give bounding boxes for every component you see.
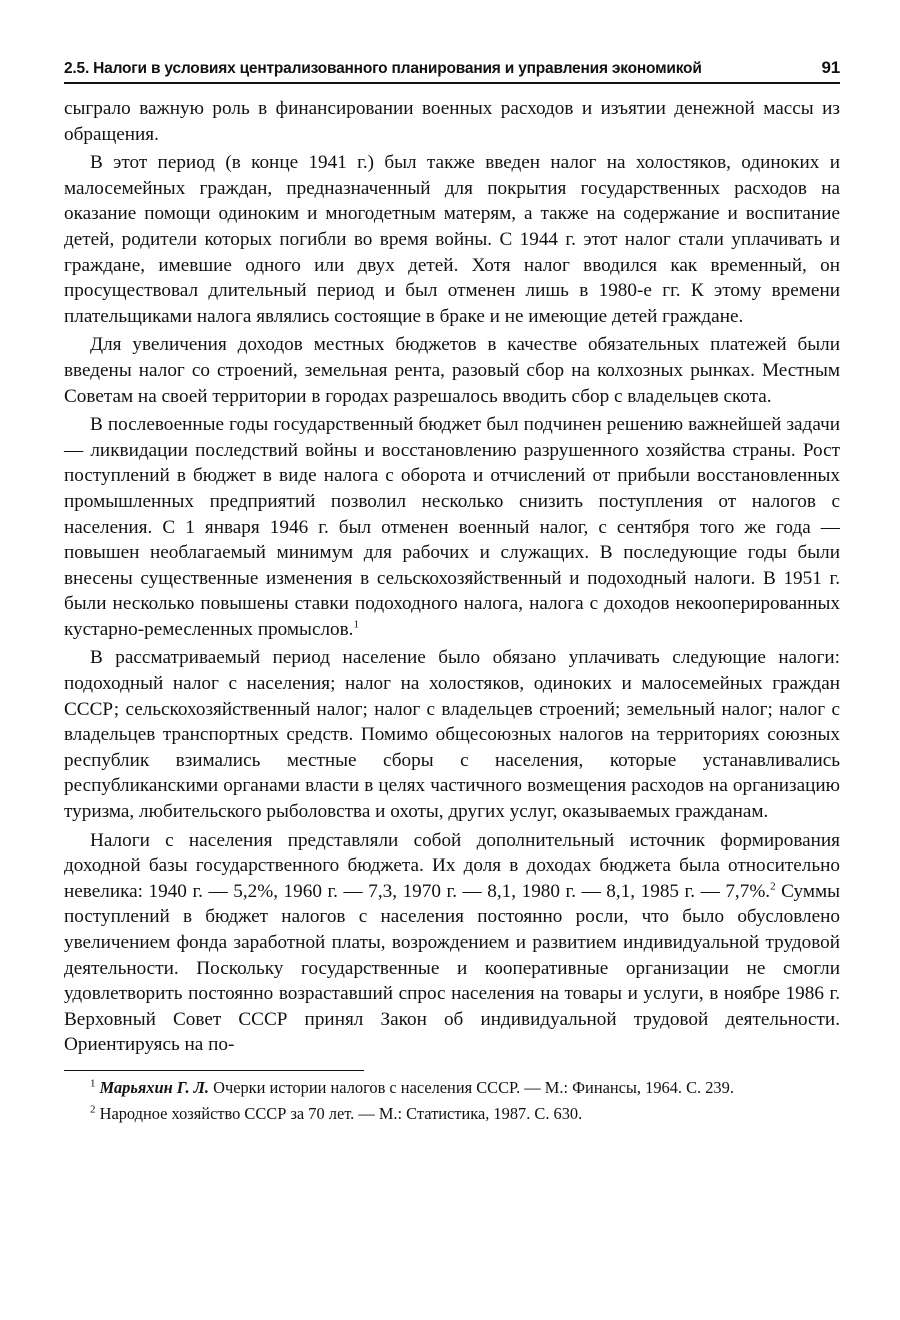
footnote-text: Очерки истории налогов с населения СССР. — М.: Финансы, 1964. С. 239. [213,1077,734,1097]
footnote [64,1103,840,1125]
footnote-text: Народное хозяйство СССР за 70 лет. — М.: Статистика, 1987. С. 630. [99,1103,583,1123]
paragraph-text: Суммы поступлений в бюджет налогов с населения постоянно росли, что было обусловлено увеличением фонда заработной платы, возрождением и развитием индивидуальной трудовой деятельности. Поскольку государственные и кооперативные организации не смогли удовлетворить постоянно возраставший спрос населения на товары и услуги, в ноябре 1986 г. Верховный Совет СССР принял Закон об индивидуальной трудовой деятельности. Ориентируясь на по- [64,880,840,1056]
paragraph: Для увеличения доходов местных бюджетов в качестве обязательных платежей были введены налог со строений, земельная рента, разовый сбор на колхозных рынках. Местным Советам на своей территории в городах разрешалось вводить сбор с владельцев скота. [64,334,840,407]
section-title: 2.5. Налоги в условиях централизованного планирования и управления экономикой [64,60,702,77]
paragraph-text: Налоги с населения представляли собой дополнительный источник формирования доходной базы государственного бюджета. Их доля в доходах бюджета была относительно невелика: 1940 г. — 5,2%, 1960 г. — 7,3, 1970 г. — 8,1, 1980 г. — 8,1, 1985 г. — 7,7%. [64,829,840,902]
footnote-divider [64,1070,364,1071]
paragraph-text: В послевоенные годы государственный бюджет был подчинен решению важнейшей задачи — ликвидации последствий войны и восстановлению разрушенного хозяйства страны. Рост поступлений в бюджет в виде налога с оборота и отчислений от прибыли восстановленных промышленных предприятий позволил несколько снизить поступления от налогов с населения. С 1 января 1946 г. был отменен военный налог, с сентября того же года — повышен необлагаемый минимум для рабочих и служащих. В последующие годы были внесены существенные изменения в сельскохозяйственный и подоходный налоги. В 1951 г. были несколько повышены ставки подоходного налога, налога с доходов некооперированных кустарно-ремесленных промыслов. [64,414,840,640]
footnote-mark: 2 [90,1103,96,1116]
paragraph [64,412,840,642]
paragraph: В этот период (в конце 1941 г.) был также введен налог на холостяков, одиноких и малосемейных граждан, предназначенный для покрытия государственных расходов на оказание помощи одиноким и многодетным матерям, а также на содержание и воспитание детей, родители которых погибли во время войны. С 1944 г. этот налог стали уплачивать и граждане, имевшие одного или двух детей. Хотя налог вводился как временный, он просуществовал длительный период и был отменен лишь в 1980-е гг. К этому времени плательщиками налога являлись состоящие в браке и не имеющие детей граждане. [64,152,840,327]
page-number: 91 [821,58,840,77]
footnote-author: Марьяхин Г. Л. [99,1077,209,1097]
paragraph [64,828,840,1058]
footnote-mark: 1 [90,1077,96,1090]
body-text [64,96,840,1058]
paragraph: В рассматриваемый период население было обязано уплачивать следующие налоги: подоходный налог с населения; налог на холостяков, одиноких и малосемейных граждан СССР; сельскохозяйственный налог; налог с владельцев строений; земельный налог; налог с владельцев транспортных средств. Помимо общесоюзных налогов на территориях союзных республик взимались местные сборы с населения, которые устанавливались республиканскими органами власти в целях частичного возмещения расходов на организацию туризма, любительского рыболовства и охоты, других услуг, оказываемых гражданам. [64,647,840,823]
footnote-ref[interactable]: 1 [353,618,359,631]
book-page [64,58,840,1129]
footnote-ref[interactable]: 2 [770,880,776,893]
paragraph: сыграло важную роль в финансировании военных расходов и изъятии денежной массы из обращения. [64,98,840,145]
footnotes [64,1077,840,1125]
running-header [64,58,840,84]
footnote [64,1077,840,1099]
